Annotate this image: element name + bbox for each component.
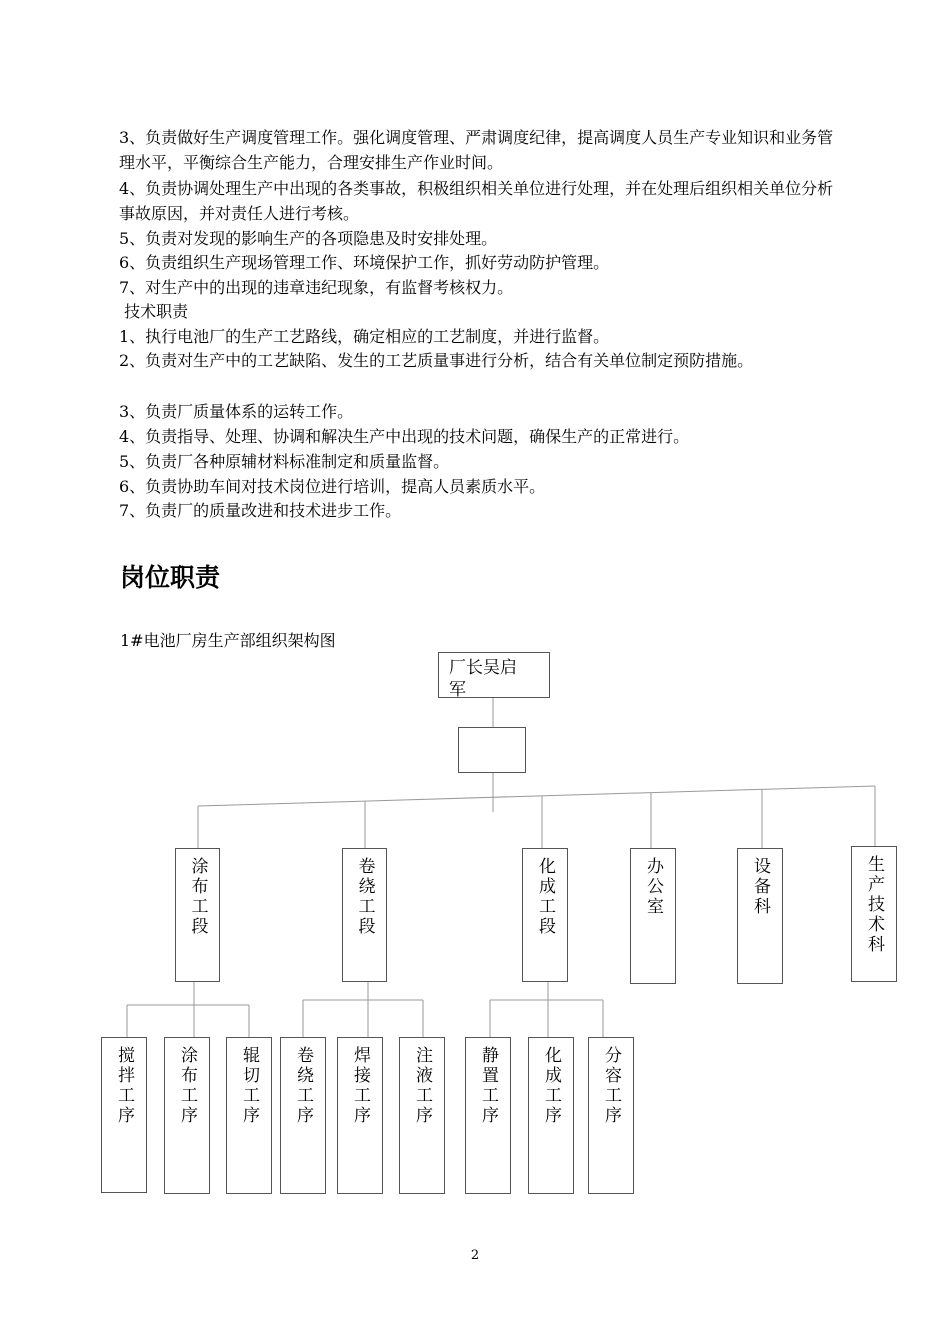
dept-office: 办公室 <box>630 848 676 984</box>
dept-winding-section: 卷绕工段 <box>342 848 387 982</box>
process-injection: 注液工序 <box>399 1037 445 1194</box>
process-winding: 卷绕工序 <box>280 1037 326 1194</box>
tech-item-5: 5、负责厂各种原辅材料标准制定和质量监督。 <box>119 452 450 471</box>
process-coating: 涂布工序 <box>164 1037 210 1194</box>
section-title: 岗位职责 <box>120 563 221 592</box>
process-standing: 静置工序 <box>465 1037 511 1194</box>
process-welding: 焊接工序 <box>337 1037 383 1194</box>
process-capacity-grading: 分容工序 <box>588 1037 634 1194</box>
tech-item-3: 3、负责厂质量体系的运转工作。 <box>119 402 354 421</box>
connector-bus <box>198 786 875 806</box>
process-formation: 化成工序 <box>528 1037 574 1194</box>
factory-director-box <box>438 652 550 698</box>
tech-item-7: 7、负责厂的质量改进和技术进步工作。 <box>119 501 402 520</box>
dept-equipment: 设备科 <box>737 848 783 984</box>
duty-item-3: 3、负责做好生产调度管理工作。强化调度管理、严肃调度纪律，提高调度人员生产专业知识和业务管理水平，平衡综合生产能力，合理安排生产作业时间。 <box>119 128 834 172</box>
process-mixing: 搅拌工序 <box>101 1037 147 1193</box>
duty-item-7: 7、对生产中的出现的违章违纪现象，有监督考核权力。 <box>119 278 514 297</box>
dept-formation-section: 化成工段 <box>522 848 568 982</box>
tech-item-1: 1、执行电池厂的生产工艺路线，确定相应的工艺制度，并进行监督。 <box>119 327 610 346</box>
duty-item-4: 4、负责协调处理生产中出现的各类事故，积极组织相关单位进行处理，并在处理后组织相关单位分析事故原因，并对责任人进行考核。 <box>119 179 834 223</box>
factory-director-label: 厂长吴启军 <box>449 658 517 700</box>
org-chart-caption: 1#电池厂房生产部组织架构图 <box>120 631 336 650</box>
page-number: 2 <box>470 1248 480 1263</box>
deputy-box-empty <box>458 727 526 773</box>
dept-production-tech: 生产技术科 <box>851 846 897 982</box>
dept-coating-section: 涂布工段 <box>175 848 220 982</box>
tech-item-4: 4、负责指导、处理、协调和解决生产中出现的技术问题，确保生产的正常进行。 <box>119 427 690 446</box>
duty-item-6: 6、负责组织生产现场管理工作、环境保护工作，抓好劳动防护管理。 <box>119 253 610 272</box>
tech-item-2: 2、负责对生产中的工艺缺陷、发生的工艺质量事进行分析，结合有关单位制定预防措施。 <box>119 351 754 370</box>
tech-item-6: 6、负责协助车间对技术岗位进行培训，提高人员素质水平。 <box>119 477 546 496</box>
process-roll-cutting: 辊切工序 <box>226 1037 272 1194</box>
tech-duty-subtitle: 技术职责 <box>119 302 189 321</box>
duty-item-5: 5、负责对发现的影响生产的各项隐患及时安排处理。 <box>119 229 498 248</box>
